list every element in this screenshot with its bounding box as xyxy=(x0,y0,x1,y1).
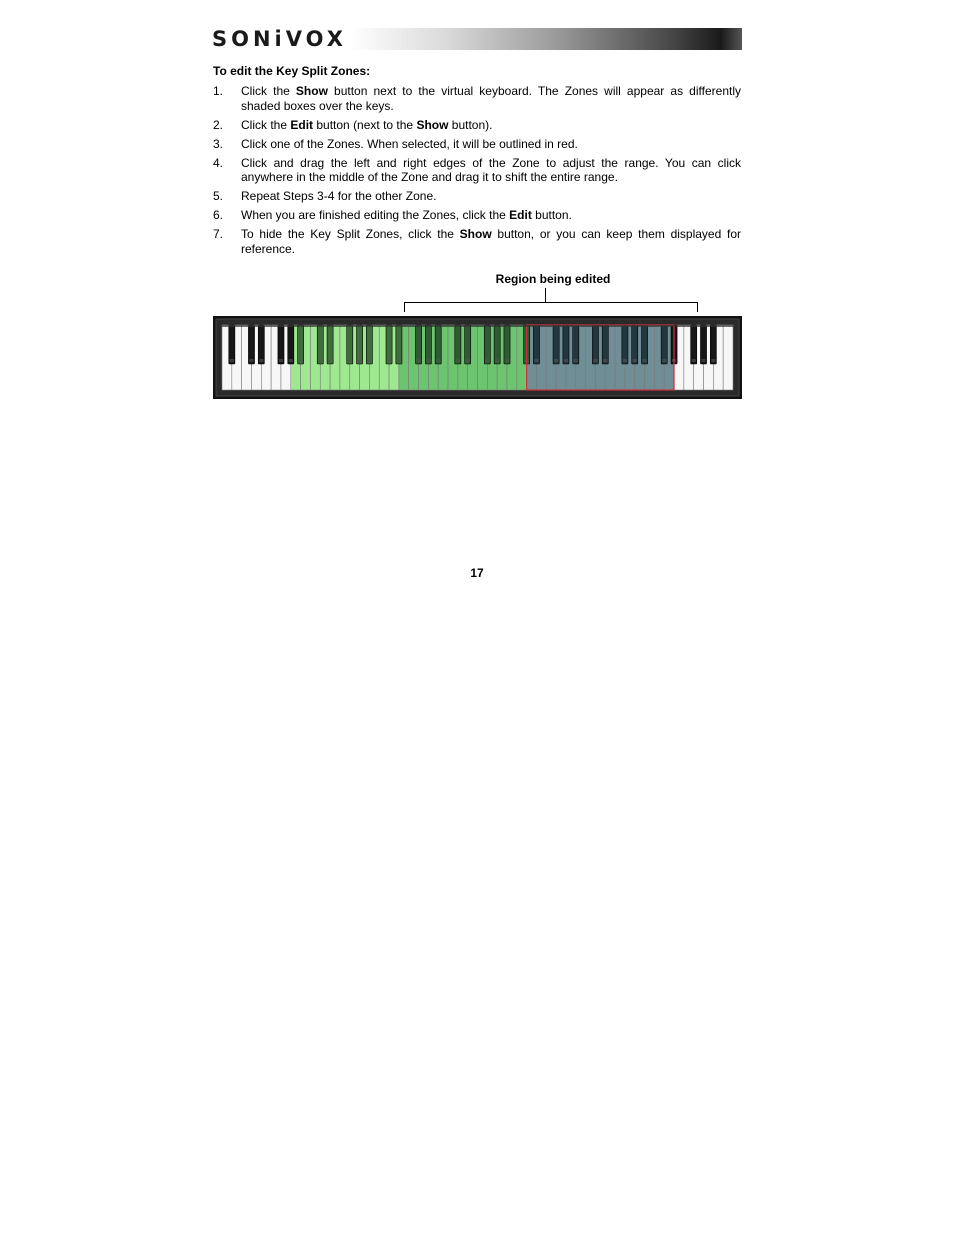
black-key-highlight xyxy=(574,359,578,362)
step-number: 2. xyxy=(213,117,224,132)
black-key[interactable] xyxy=(425,325,431,364)
white-key[interactable] xyxy=(723,325,733,390)
black-key-highlight xyxy=(328,359,332,362)
step-text-run: Click the xyxy=(241,84,296,98)
step-number: 7. xyxy=(213,227,224,241)
black-key-highlight xyxy=(397,359,401,362)
black-key[interactable] xyxy=(366,325,372,364)
black-key-highlight xyxy=(318,359,322,362)
black-key[interactable] xyxy=(435,325,441,364)
black-key-highlight xyxy=(662,359,666,362)
step-item xyxy=(213,84,741,113)
black-key[interactable] xyxy=(465,325,471,364)
step-text-run: Repeat Steps 3-4 for the other Zone. xyxy=(241,189,437,203)
callout-bracket xyxy=(404,288,698,312)
black-key-highlight xyxy=(495,359,499,362)
black-key-highlight xyxy=(692,359,696,362)
black-key[interactable] xyxy=(317,325,323,364)
step-number: 3. xyxy=(213,136,224,151)
black-key[interactable] xyxy=(504,325,510,364)
black-key-highlight xyxy=(299,359,303,362)
step-number: 6. xyxy=(213,208,224,222)
step-item xyxy=(213,118,741,133)
step-item xyxy=(213,156,741,185)
step-text-run: Click and drag the left and right edges of the Zone to adjust the range. You can click anywhere in the middle of the Zone and drag it to shift the entire range. xyxy=(241,155,741,184)
black-key[interactable] xyxy=(622,325,628,364)
black-key[interactable] xyxy=(386,325,392,364)
black-key[interactable] xyxy=(533,325,539,364)
step-text-run: button, or you can keep them displayed for reference. xyxy=(241,227,742,256)
black-key[interactable] xyxy=(553,325,559,364)
step-text xyxy=(241,189,741,204)
step-text-run: button (next to the xyxy=(313,117,417,132)
black-key-highlight xyxy=(426,359,430,362)
black-key[interactable] xyxy=(700,325,706,364)
step-item xyxy=(213,137,741,152)
step-item xyxy=(213,189,741,204)
step-text-run: button). xyxy=(448,117,493,132)
black-key-highlight xyxy=(416,359,420,362)
black-key-highlight xyxy=(279,359,283,362)
step-bold-term: Show xyxy=(416,117,449,132)
black-key[interactable] xyxy=(691,325,697,364)
black-key[interactable] xyxy=(642,325,648,364)
callout-label: Region being edited xyxy=(495,272,611,286)
black-key-highlight xyxy=(367,359,371,362)
step-text-run: Click one of the Zones. When selected, it will be outlined in red. xyxy=(241,136,578,151)
black-key-highlight xyxy=(249,359,253,362)
step-item xyxy=(213,227,741,256)
black-key[interactable] xyxy=(327,325,333,364)
black-key[interactable] xyxy=(229,325,235,364)
black-key[interactable] xyxy=(415,325,421,364)
black-key[interactable] xyxy=(632,325,638,364)
step-text-run: To hide the Key Split Zones, click the xyxy=(241,227,460,241)
black-key[interactable] xyxy=(298,325,304,364)
black-key[interactable] xyxy=(455,325,461,364)
black-key[interactable] xyxy=(258,325,264,364)
black-key-highlight xyxy=(554,359,558,362)
sonivox-logo: SONiVOX xyxy=(212,27,347,51)
black-key[interactable] xyxy=(288,325,294,364)
step-text-run: When you are finished editing the Zones, click the xyxy=(241,208,510,222)
virtual-keyboard[interactable] xyxy=(213,316,742,399)
black-key-highlight xyxy=(534,359,538,362)
black-key-highlight xyxy=(701,359,705,362)
step-text-run: button next to the virtual keyboard. The Zones will appear as differently shaded boxes over the keys. xyxy=(241,84,741,113)
black-key[interactable] xyxy=(278,325,284,364)
black-key-highlight xyxy=(623,359,627,362)
black-key[interactable] xyxy=(248,325,254,364)
black-key-highlight xyxy=(505,359,509,362)
step-bold-term: Show xyxy=(295,84,328,98)
step-bold-term: Edit xyxy=(290,117,314,132)
black-key-highlight xyxy=(289,359,293,362)
black-key-highlight xyxy=(466,359,470,362)
black-key-highlight xyxy=(643,359,647,362)
black-key-highlight xyxy=(593,359,597,362)
black-key[interactable] xyxy=(573,325,579,364)
bracket-left-tick xyxy=(404,302,405,312)
black-key-highlight xyxy=(456,359,460,362)
black-key-highlight xyxy=(259,359,263,362)
black-key[interactable] xyxy=(357,325,363,364)
black-key[interactable] xyxy=(592,325,598,364)
step-number: 1. xyxy=(213,84,224,98)
step-text xyxy=(241,208,741,223)
black-key[interactable] xyxy=(347,325,353,364)
black-key-highlight xyxy=(485,359,489,362)
keyboard-svg xyxy=(213,316,742,399)
step-text xyxy=(241,137,741,152)
black-key[interactable] xyxy=(563,325,569,364)
page-header xyxy=(212,28,742,50)
black-key[interactable] xyxy=(484,325,490,364)
step-text-run: button. xyxy=(531,208,572,222)
steps-list xyxy=(213,84,741,261)
step-item xyxy=(213,208,741,223)
black-key-highlight xyxy=(230,359,234,362)
step-text-run: Click the xyxy=(241,117,291,132)
section-heading: To edit the Key Split Zones: xyxy=(213,64,371,78)
black-key-highlight xyxy=(711,359,715,362)
step-bold-term: Show xyxy=(459,227,492,241)
keyboard-felt-strip xyxy=(222,325,733,327)
step-number: 4. xyxy=(213,155,224,170)
step-text xyxy=(241,227,741,256)
page-number: 17 xyxy=(470,566,484,580)
black-key[interactable] xyxy=(494,325,500,364)
bracket-stem xyxy=(545,288,546,302)
black-key-highlight xyxy=(348,359,352,362)
black-key-highlight xyxy=(358,359,362,362)
black-key[interactable] xyxy=(396,325,402,364)
black-key-highlight xyxy=(387,359,391,362)
black-key-highlight xyxy=(436,359,440,362)
bracket-right-tick xyxy=(697,302,698,312)
black-key-highlight xyxy=(633,359,637,362)
black-key[interactable] xyxy=(710,325,716,364)
black-key[interactable] xyxy=(602,325,608,364)
bracket-bar xyxy=(404,302,697,303)
step-bold-term: Edit xyxy=(509,208,532,222)
black-key-highlight xyxy=(603,359,607,362)
step-text xyxy=(241,156,741,185)
step-text xyxy=(241,118,741,133)
black-key[interactable] xyxy=(661,325,667,364)
black-key-highlight xyxy=(564,359,568,362)
step-text xyxy=(241,84,741,113)
step-number: 5. xyxy=(213,189,224,203)
